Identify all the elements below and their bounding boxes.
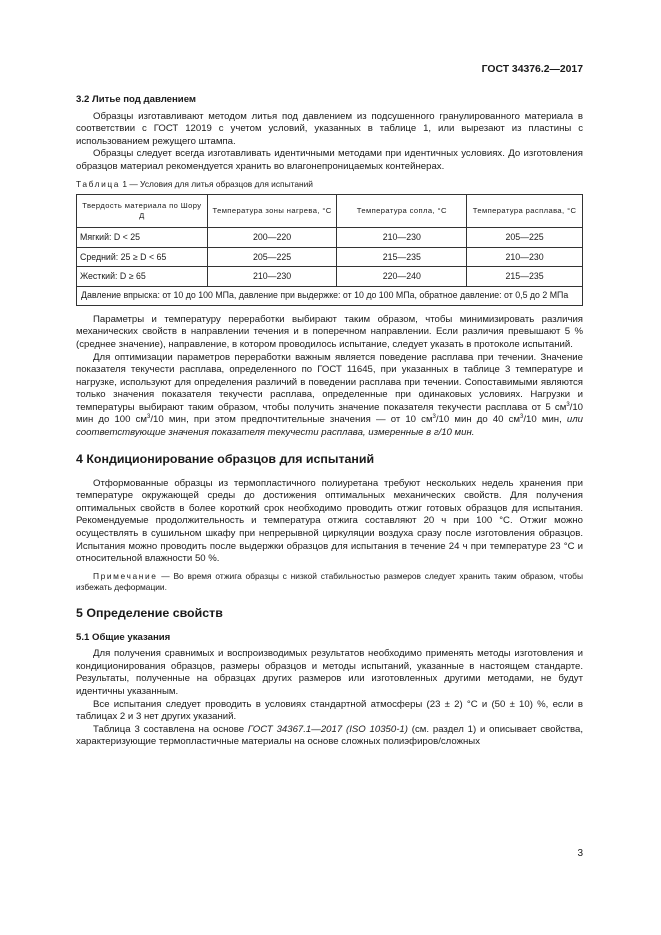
text-run: (см. раздел 1) и описывает свойства, характеризующие термопластичные материалы на основе сложных полиэфиров/сложных xyxy=(76,723,583,748)
superscript: 3 xyxy=(566,401,570,408)
table-1 xyxy=(76,194,583,306)
text-run: Для оптимизации параметров переработки важным является поведение расплава при течении. Значение показателя текучести расплава, определенного по ГОСТ 11645, при указанных в таблице 3 температуре и нагрузке, используют для определения различий в поведении расплава при течении. Сопоставимыми являются только значения показателя текучести расплава, определенные при одинаковых условиях. Нагрузки и температуры выбирают таким образом, чтобы получить значение показателя текучести расплава от 5 см xyxy=(76,351,583,413)
paragraph: Отформованные образцы из термопластичного полиуретана требуют нескольких недель хранения при температуре окружающей среды до достижения оптимальных механических свойств. Для получения оптимальных свойств в более короткий срок необходимо проводить отжиг готовых образцов для испытания. Рекомендуемые продолжительность и температура отжига составляют 20 ч при 100 °С. Отжиг можно осуществлять в сушильном шкафу при непрерывной циркуляции воздуха сразу после изготовления образцов. Испытания можно проводить после выдержки образцов для испытания в течение 24 ч при температуре 23 °С и относительной влажности 50 %. xyxy=(76,477,583,565)
note-text: — Во время отжига образцы с низкой стабильностью размеров следует хранить таким образом, чтобы избежать деформации. xyxy=(76,570,583,593)
table-cell: Средний: 25 ≥ D < 65 xyxy=(77,247,208,267)
table-footer-cell: Давление впрыска: от 10 до 100 МПа, давление при выдержке: от 10 до 100 МПа, обратное давление: от 0,5 до 2 МПа xyxy=(77,286,583,305)
paragraph: Параметры и температуру переработки выбирают таким образом, чтобы минимизировать различия механических свойств в направлении течения и в поперечном направлении. Если различия превышают 5 % (среднее значение), направление, в котором проводилось испытание, следует указать в протоколе испытаний. xyxy=(76,313,583,350)
table-cell: 210—230 xyxy=(207,267,337,287)
superscript: 3 xyxy=(147,414,151,421)
paragraph: Для получения сравнимых и воспроизводимых результатов необходимо применять методы изготовления и кондиционирования образцов, размеры образцов и методы испытаний, указанные в настоящем стандарте. Результаты, полученные на образцах других размеров или изготовленных другими методами, не будут идентичны указанным. xyxy=(76,648,583,698)
table-1-caption xyxy=(76,178,583,191)
document-id-header: ГОСТ 34376.2—2017 xyxy=(481,64,583,75)
page-number: 3 xyxy=(577,848,583,859)
table-row xyxy=(77,247,583,267)
table-row xyxy=(77,267,583,287)
table-header-cell: Температура зоны нагрева, °С xyxy=(207,195,337,228)
subsection-5-1-title: 5.1 Общие указания xyxy=(76,631,171,643)
text-run: /10 мин, при этом предпочтительные значения — от 10 см xyxy=(150,414,433,426)
table-header-row xyxy=(77,195,583,228)
section-5-title: 5 Определение свойств xyxy=(76,605,223,620)
table-row xyxy=(77,228,583,248)
table-cell: 205—225 xyxy=(207,247,337,267)
paragraph-melt-flow xyxy=(76,352,583,440)
note xyxy=(76,571,583,594)
subsection-3-2-title: 3.2 Литье под давлением xyxy=(76,94,197,105)
text-run: /10 мин до 40 см xyxy=(435,414,521,426)
table-cell: 205—225 xyxy=(467,228,583,248)
table-header-cell: Температура сопла, °С xyxy=(337,195,467,228)
paragraph: Образцы изготавливают методом литья под давлением из подсушенного гранулированного материала в соответствии с ГОСТ 12019 с учетом условий, указанных в таблице 1, или вырезают из пластины с использованием режущего штампа. xyxy=(76,110,583,147)
paragraph: Образцы следует всегда изготавливать идентичными методами при идентичных условиях. До изготовления образцов материал рекомендуется хранить во влагонепроницаемых контейнерах. xyxy=(76,148,583,172)
italic-text-run: или соответствующие значения показателя текучести расплава, измеренные в г/10 мин. xyxy=(76,414,583,439)
table-cell: 210—230 xyxy=(337,228,467,248)
table-cell: 215—235 xyxy=(337,247,467,267)
table-header-cell: Температура расплава, °С xyxy=(467,195,583,228)
table-caption-text: 1 — Условия для литья образцов для испытаний xyxy=(120,178,313,189)
table-cell: 215—235 xyxy=(467,267,583,287)
table-cell: 200—220 xyxy=(207,228,337,248)
table-caption-prefix: Таблица xyxy=(76,178,121,189)
page-content xyxy=(76,94,583,749)
paragraph-table-3-basis xyxy=(76,724,583,749)
section-4-title: 4 Кондиционирование образцов для испытаний xyxy=(76,451,375,466)
table-cell: 210—230 xyxy=(467,247,583,267)
superscript: 3 xyxy=(520,414,524,421)
table-cell: Мягкий: D < 25 xyxy=(77,228,208,248)
paragraph: Все испытания следует проводить в условиях стандартной атмосферы (23 ± 2) °С и (50 ± 10) %, если в таблицах 2 и 3 нет других указаний. xyxy=(76,698,583,723)
text-run: /10 мин до 100 см xyxy=(76,401,583,426)
table-cell: 220—240 xyxy=(337,267,467,287)
table-cell: Жесткий: D ≥ 65 xyxy=(77,267,208,287)
text-run: /10 мин, xyxy=(523,414,567,426)
text-run: Таблица 3 составлена на основе xyxy=(93,723,248,735)
italic-text-run: ГОСТ 34367.1—2017 (ISO 10350-1) xyxy=(247,723,408,735)
note-label: Примечание xyxy=(93,570,158,581)
table-header-cell: Твердость материала по Шору Д xyxy=(77,195,208,228)
table-footer-row xyxy=(77,286,583,305)
superscript: 3 xyxy=(432,414,436,421)
